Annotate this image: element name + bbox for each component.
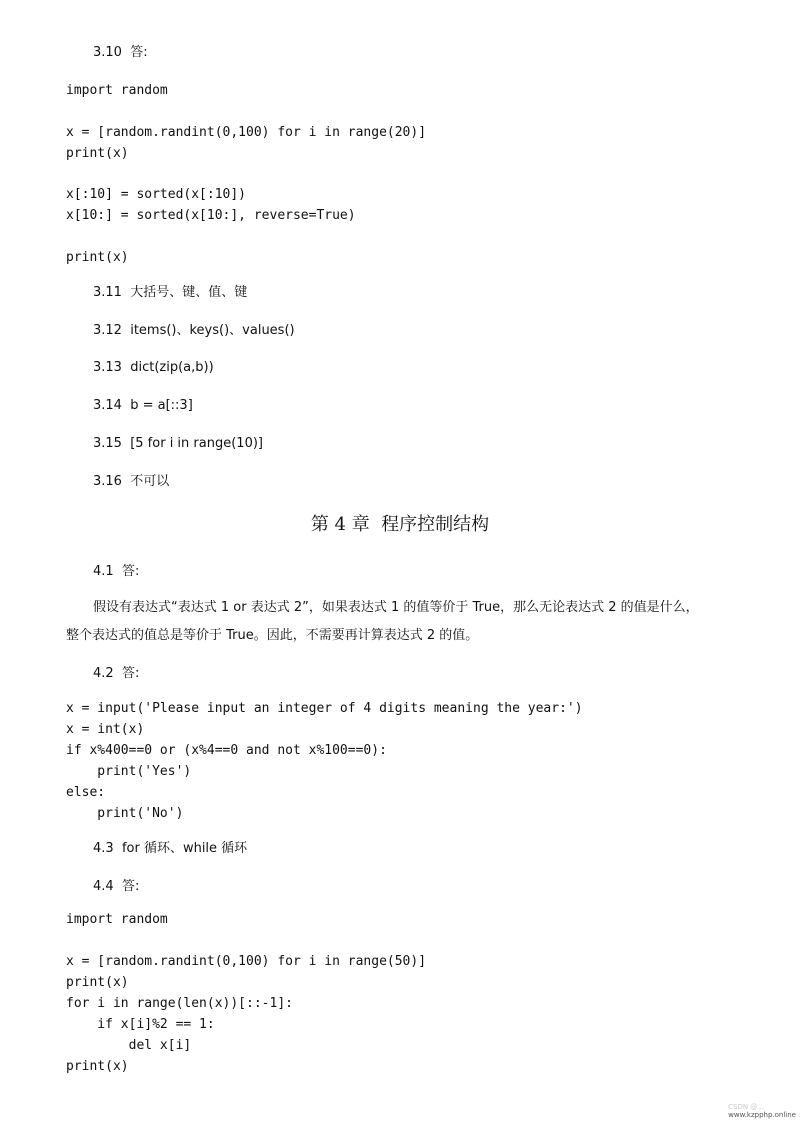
item-3-12: 3.12 items()、keys()、values() (93, 323, 295, 338)
code-line: print('No') (66, 806, 184, 821)
code-line: print('Yes') (66, 764, 192, 779)
item-3-11: 3.11 大括号、键、值、键 (93, 285, 248, 300)
paragraph-line: 假设有表达式“表达式 1 or 表达式 2”，如果表达式 1 的值等价于 True，那么无论表达式 2 的值是什么， (93, 600, 699, 615)
code-line: x = [random.randint(0,100) for i in range(20)] (66, 125, 427, 140)
item-4-4: 4.4 答: (93, 879, 140, 894)
item-4-3: 4.3 for 循环、while 循环 (93, 841, 248, 856)
code-line: if x%400==0 or (x%4==0 and not x%100==0): (66, 743, 387, 758)
code-line: x = int(x) (66, 722, 145, 737)
item-3-13: 3.13 dict(zip(a,b)) (93, 360, 214, 375)
code-line: print(x) (66, 146, 129, 161)
watermark-site: www.kzpphp.online (728, 1111, 796, 1119)
code-line: for i in range(len(x))[::-1]: (66, 996, 293, 1011)
code-line: import random (66, 912, 168, 927)
item-4-1: 4.1 答: (93, 564, 140, 579)
watermark-faint: CSDN @... (728, 1103, 765, 1111)
item-3-15: 3.15 [5 for i in range(10)] (93, 436, 263, 451)
code-line: x[:10] = sorted(x[:10]) (66, 187, 247, 202)
item-4-2: 4.2 答: (93, 666, 140, 681)
paragraph-line: 整个表达式的值总是等价于 True。因此，不需要再计算表达式 2 的值。 (66, 628, 479, 643)
code-line: if x[i]%2 == 1: (66, 1017, 215, 1032)
code-line: print(x) (66, 975, 129, 990)
code-line: import random (66, 83, 168, 98)
code-line: print(x) (66, 250, 129, 265)
code-line: else: (66, 785, 106, 800)
chapter-heading: 第 4 章 程序控制结构 (310, 514, 490, 535)
code-line: del x[i] (66, 1038, 192, 1053)
item-3-14: 3.14 b = a[::3] (93, 398, 193, 413)
item-3-16: 3.16 不可以 (93, 474, 170, 489)
code-line: x[10:] = sorted(x[10:], reverse=True) (66, 208, 356, 223)
code-line: x = input('Please input an integer of 4 digits meaning the year:') (66, 701, 583, 716)
code-line: print(x) (66, 1059, 129, 1074)
code-line: x = [random.randint(0,100) for i in range(50)] (66, 954, 427, 969)
watermark (719, 1095, 796, 1127)
item-3-10: 3.10 答: (93, 45, 148, 60)
